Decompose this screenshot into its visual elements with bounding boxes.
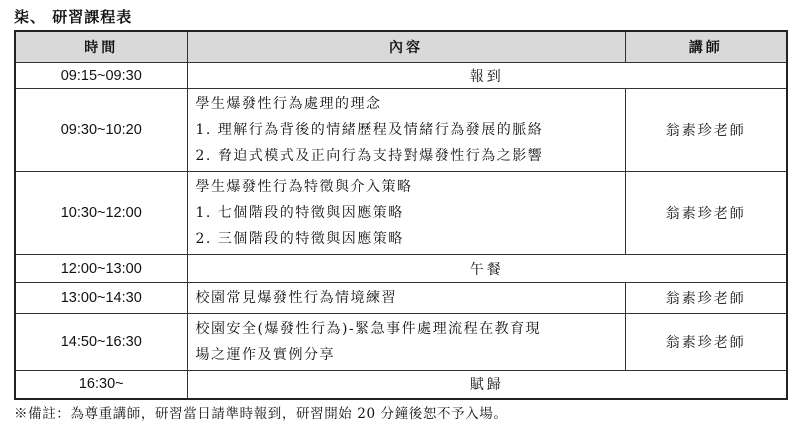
session-item: 1. 七個階段的特徵與因應策略: [195, 205, 404, 221]
schedule-table-wrapper: [14, 30, 786, 400]
session-title: 學生爆發性行為特徵與介入策略: [195, 179, 413, 195]
header-time: 時間: [15, 31, 187, 63]
speaker-cell: 翁素珍老師: [625, 314, 787, 371]
session-item: 2. 脅迫式模式及正向行為支持對爆發性行為之影響: [195, 148, 544, 164]
content-cell: [187, 283, 625, 314]
content-cell: [187, 314, 625, 371]
table-row: [15, 283, 787, 314]
header-row: [15, 31, 787, 63]
time-cell: 09:30~10:20: [15, 89, 187, 172]
content-cell: 午餐: [187, 255, 787, 283]
session-title: 校園常見爆發性行為情境練習: [195, 290, 397, 306]
table-row: [15, 63, 787, 89]
time-cell: 09:15~09:30: [15, 63, 187, 89]
session-title: 校園安全(爆發性行為)-緊急事件處理流程在教育現: [195, 321, 542, 337]
content-cell: [187, 89, 625, 172]
table-row: [15, 314, 787, 371]
time-cell: 16:30~: [15, 371, 187, 399]
session-item: 1. 理解行為背後的情緒歷程及情緒行為發展的脈絡: [195, 122, 544, 138]
content-cell: 報到: [187, 63, 787, 89]
schedule-table: [14, 30, 788, 400]
footnote: ※備註：為尊重講師，研習當日請準時報到，研習開始 20 分鐘後恕不予入場。: [14, 406, 508, 422]
time-cell: 13:00~14:30: [15, 283, 187, 314]
session-title: 學生爆發性行為處理的理念: [195, 96, 382, 112]
speaker-cell: 翁素珍老師: [625, 89, 787, 172]
header-content: 內容: [187, 31, 625, 63]
session-title-continued: 場之運作及實例分享: [195, 347, 335, 363]
table-row: [15, 255, 787, 283]
speaker-cell: 翁素珍老師: [625, 283, 787, 314]
speaker-cell: 翁素珍老師: [625, 172, 787, 255]
time-cell: 14:50~16:30: [15, 314, 187, 371]
content-cell: 賦歸: [187, 371, 787, 399]
time-cell: 12:00~13:00: [15, 255, 187, 283]
table-row: [15, 172, 787, 255]
table-row: [15, 89, 787, 172]
session-item: 2. 三個階段的特徵與因應策略: [195, 231, 404, 247]
header-speaker: 講師: [625, 31, 787, 63]
content-cell: [187, 172, 625, 255]
section-heading: 柒、 研習課程表: [14, 8, 133, 26]
table-row: [15, 371, 787, 399]
time-cell: 10:30~12:00: [15, 172, 187, 255]
